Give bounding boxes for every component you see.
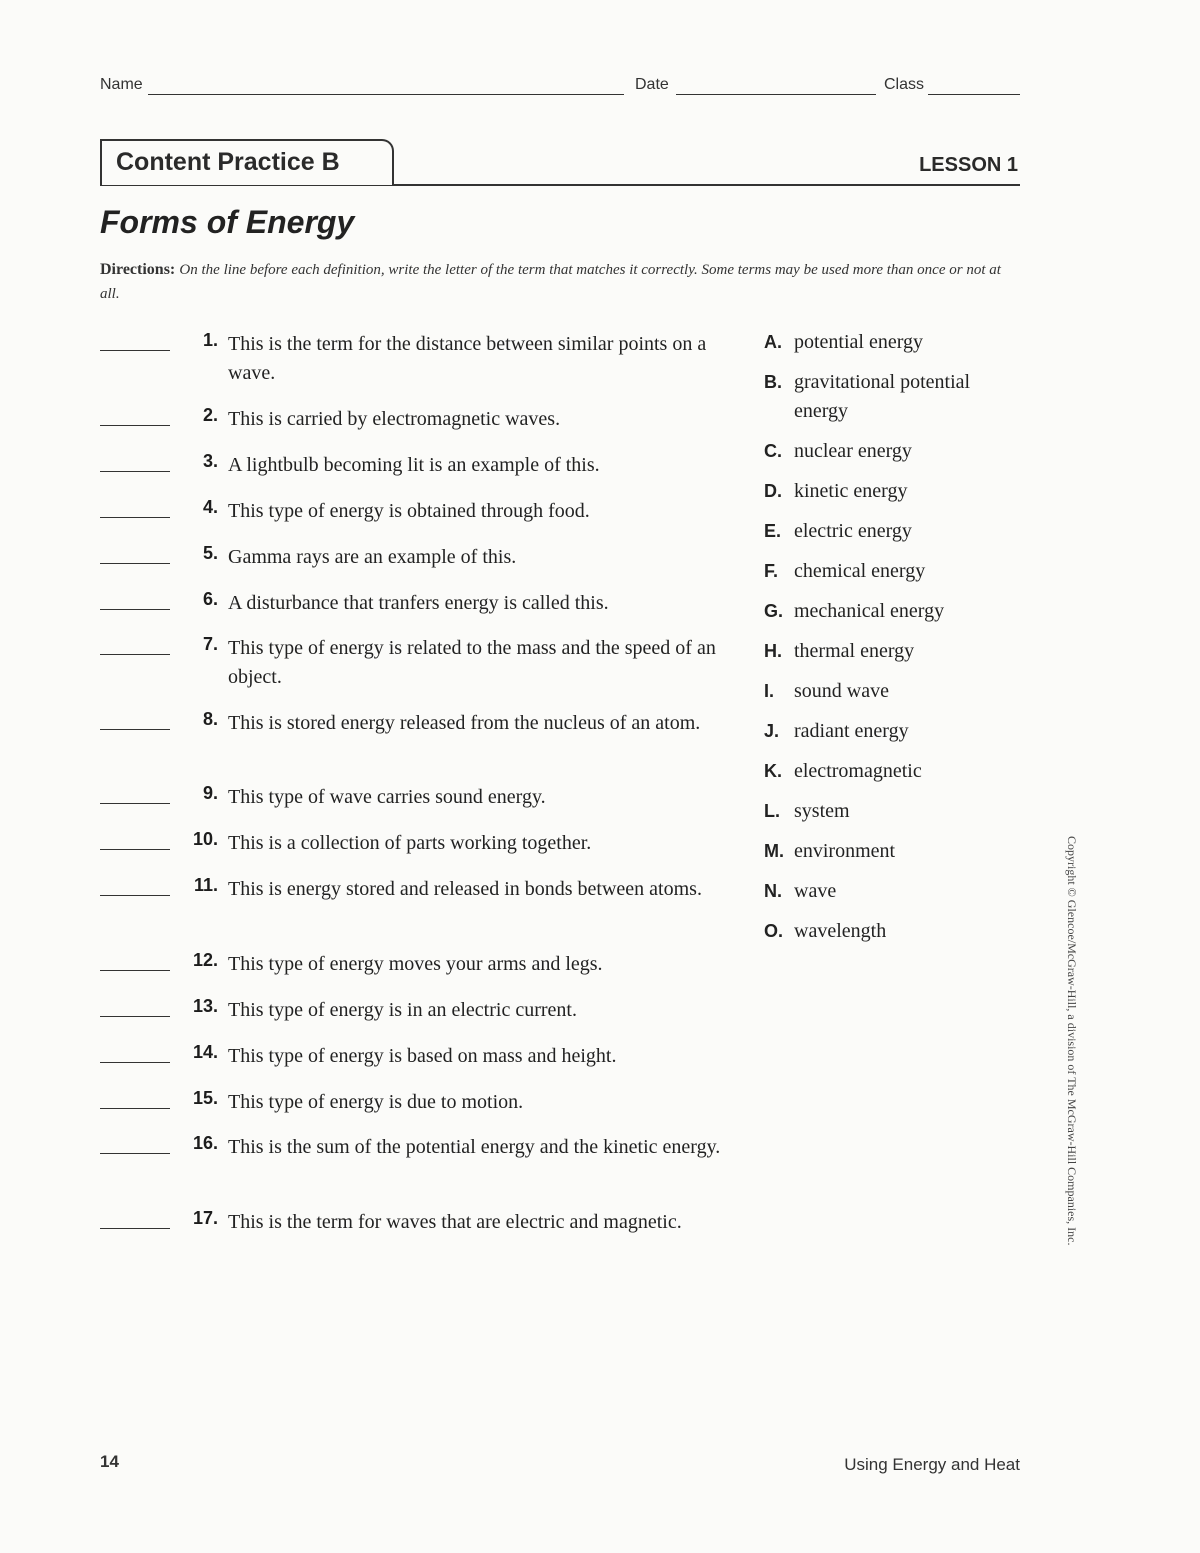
- question-number: 7.: [202, 634, 218, 654]
- question-number: 4.: [202, 497, 218, 517]
- page-title: Forms of Energy: [100, 204, 355, 240]
- question-text: This type of energy moves your arms and legs.: [228, 953, 603, 975]
- term-letter: C.: [764, 441, 782, 461]
- term-text: wavelength: [794, 920, 887, 942]
- term-letter: K.: [764, 761, 782, 781]
- directions: [100, 258, 1020, 306]
- term-letter: G.: [764, 601, 784, 621]
- term-text: system: [794, 800, 850, 822]
- term-text: sound wave: [794, 680, 889, 702]
- term-text: radiant energy: [794, 720, 909, 742]
- term-text: potential energy: [794, 331, 924, 353]
- question-item: [100, 1208, 740, 1264]
- question-text: This is the sum of the potential energy and the kinetic energy.: [228, 1136, 721, 1158]
- term-letter: D.: [764, 481, 782, 501]
- class-field[interactable]: [928, 94, 1020, 95]
- question-item: [100, 1133, 740, 1189]
- question-number: 15.: [192, 1088, 218, 1108]
- term-text: environment: [794, 840, 896, 862]
- question-text: This is a collection of parts working together.: [228, 832, 592, 854]
- term-text: thermal energy: [794, 640, 915, 662]
- question-text: This type of energy is due to motion.: [228, 1091, 524, 1113]
- term-text: wave: [794, 880, 837, 902]
- term-letter: A.: [764, 332, 782, 352]
- term-letter: J.: [764, 721, 780, 741]
- term-text: gravitational potential energy: [794, 371, 971, 422]
- question-text: This is stored energy released from the nucleus of an atom.: [228, 712, 701, 734]
- term-letter: F.: [764, 561, 779, 581]
- question-number: 13.: [192, 996, 218, 1016]
- question-text: This is the term for the distance between similar points on a wave.: [228, 333, 707, 384]
- content-practice-tab: [100, 139, 394, 185]
- directions-text: On the line before each definition, write the letter of the term that matches it correctly. Some terms may be used more than once or not at all.: [100, 262, 1001, 302]
- question-number: 10.: [192, 829, 218, 849]
- term-letter: E.: [764, 521, 782, 541]
- question-number: 1.: [202, 330, 218, 350]
- question-text: A lightbulb becoming lit is an example of this.: [228, 454, 600, 476]
- question-text: This is carried by electromagnetic waves.: [228, 408, 561, 430]
- question-item: [100, 634, 740, 690]
- term-text: mechanical energy: [794, 600, 945, 622]
- date-label: Date: [635, 76, 669, 93]
- copyright-notice: Copyright © Glencoe/McGraw-Hill, a division of The McGraw-Hill Companies, Inc.: [1065, 836, 1079, 1246]
- page-number: 14: [100, 1452, 119, 1471]
- question-item: [100, 330, 740, 386]
- term-letter: B.: [764, 372, 782, 392]
- book-title: Using Energy and Heat: [844, 1455, 1020, 1474]
- term-text: electric energy: [794, 520, 912, 542]
- content-practice-title: Content Practice B: [116, 148, 340, 176]
- student-info-header: [100, 74, 1020, 98]
- question-number: 17.: [192, 1208, 218, 1228]
- question-number: 5.: [202, 543, 218, 563]
- term-text: electromagnetic: [794, 760, 922, 782]
- question-item: [100, 875, 740, 931]
- term-letter: H.: [764, 641, 782, 661]
- question-number: 16.: [192, 1133, 218, 1153]
- question-text: Gamma rays are an example of this.: [228, 546, 517, 568]
- term-letter: N.: [764, 881, 782, 901]
- term-text: kinetic energy: [794, 480, 908, 502]
- term-letter: O.: [764, 921, 784, 941]
- term-text: chemical energy: [794, 560, 926, 582]
- question-text: This type of energy is related to the mass and the speed of an object.: [228, 637, 716, 688]
- question-number: 6.: [202, 589, 218, 609]
- question-text: This type of energy is obtained through food.: [228, 500, 590, 522]
- question-text: This type of wave carries sound energy.: [228, 786, 546, 808]
- term-text: nuclear energy: [794, 440, 912, 462]
- question-number: 14.: [192, 1042, 218, 1062]
- question-number: 9.: [202, 783, 218, 803]
- section-banner: [100, 139, 1020, 189]
- term-letter: I.: [764, 681, 775, 701]
- question-number: 8.: [202, 709, 218, 729]
- question-item: [100, 709, 740, 765]
- question-text: This type of energy is in an electric current.: [228, 999, 577, 1021]
- term-letter: M.: [764, 841, 784, 861]
- lesson-label: LESSON 1: [919, 154, 1018, 176]
- name-field[interactable]: [148, 94, 624, 95]
- question-number: 11.: [193, 875, 218, 895]
- question-number: 2.: [202, 405, 218, 425]
- question-text: This is the term for waves that are electric and magnetic.: [228, 1211, 682, 1233]
- question-text: This type of energy is based on mass and height.: [228, 1045, 617, 1067]
- term-letter: L.: [764, 801, 780, 821]
- question-text: A disturbance that tranfers energy is called this.: [228, 592, 609, 614]
- name-label: Name: [100, 76, 143, 93]
- class-label: Class: [884, 76, 925, 93]
- directions-label: Directions:: [100, 261, 176, 278]
- question-text: This is energy stored and released in bonds between atoms.: [228, 878, 702, 900]
- question-number: 3.: [202, 451, 218, 471]
- question-number: 12.: [192, 950, 218, 970]
- date-field[interactable]: [676, 94, 876, 95]
